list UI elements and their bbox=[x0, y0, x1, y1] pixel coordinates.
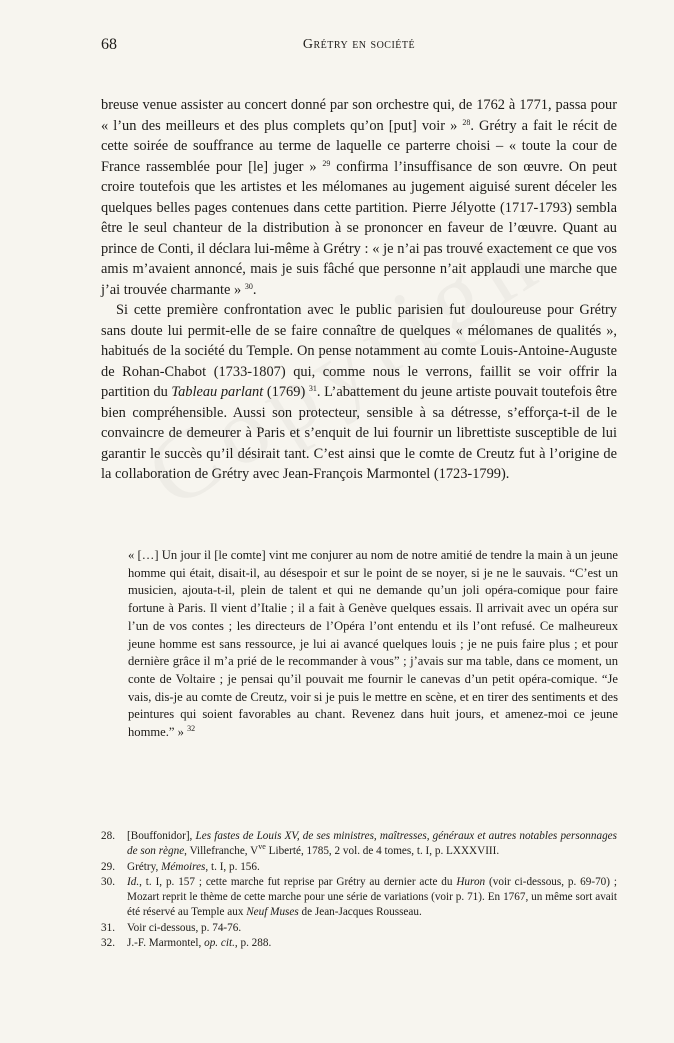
paragraph-2 bbox=[101, 300, 617, 485]
footnote-ref-28[interactable]: 28 bbox=[462, 117, 471, 127]
footnote-ref-29[interactable]: 29 bbox=[322, 158, 331, 168]
text-run: (1769) bbox=[263, 384, 306, 400]
footnote-number: 29. bbox=[101, 860, 115, 873]
footnote-28 bbox=[101, 829, 617, 860]
quote-text: « […] Un jour il [le comte] vint me conjurer au nom de notre amitié de tendre la main à un jeune homme qui était, disait-il, au désespoir et sur le point de se noyer, si je ne le sauvais. “C’est un musicien, ajouta-t-il, plein de talent et qui ne demande qu’un joli opéra-comique pour faire fortune à Paris. Il vient d’Italie ; il a fait à Genève quelques essais. Il arrivait avec un opéra sur l’un de vos contes ; les directeurs de l’Opéra l’ont entendu et ils l’ont refusé. Ce malheureux jeune homme est sans ressource, je lui ai avancé quelques louis ; je ne puis faire plus ; et pour dernière grâce il m’a prié de le recommander à vous” ; j’avais sur ma table, dans ce moment, un conte de Voltaire ; je pensai qu’il pouvait me fournir le canevas d’un petit opéra-comique. “Je vais, dis-je au comte de Creutz, voir si je puis le mettre en scène, et en tirer des sentiments et des peintures qui soient favorables au chant. Revenez dans huit jours, et amenez-moi ce jeune homme.” » bbox=[128, 548, 618, 740]
paragraph-1 bbox=[101, 95, 617, 300]
footnote-text: [Bouffonidor], Les fastes de Louis XV, de ses ministres, maîtresses, généraux et autres notables personnages de son règne, Villefranche, $V^{ve}$ Liberté, 1785, 2 vol. de 4 tomes, t. I, p. LXXXVIII. bbox=[127, 830, 617, 858]
text-run: . Grétry a fait le récit de cette soirée de souffrance au terme de laquelle ce parterre choisi – « toute la cour de France rassemblée pour [le] juger » bbox=[101, 117, 618, 175]
text-run: confirma l’insuffisance de son œuvre. On peut croire toutefois que les artistes et les mélomanes au jugement aiguisé surent déceler les quelques belles pages contenues dans cette partition. Pierre Jélyotte (1717-1793) sembla être le seul chanteur de la distribution à se prononcer en faveur de l’œuvre. Quant au prince de Conti, il déclara lui-même à Grétry : « je n’ai pas trouvé exactement ce que vos amis m’avaient annoncé, mais je suis fâché que personne n’ait applaudi une marche que j’ai trouvée charmante » bbox=[101, 158, 617, 298]
page-number: 68 bbox=[101, 36, 117, 53]
footnote-text: Grétry, Mémoires, t. I, p. 156. bbox=[127, 860, 260, 873]
body-text bbox=[101, 95, 617, 485]
footnote-number: 30. bbox=[101, 875, 115, 888]
footnote-ref-31[interactable]: 31 bbox=[308, 384, 317, 393]
text-run: . L’abattement du jeune artiste pouvait toutefois être bien compréhensible. Aussi son protecteur, sensible à sa détresse, s’efforça-t-il de le convaincre de demeurer à Paris et s’enquit de lui fournir un librettiste susceptible de lui garantir le succès qu’il désirait tant. C’est ainsi que le comte de Creutz fut à l’origine de la collaboration de Grétry avec Jean-François Marmontel (1723-1799). bbox=[101, 384, 617, 482]
footnote-ref-30[interactable]: 30 bbox=[244, 281, 253, 291]
footnote-32 bbox=[101, 936, 617, 951]
footnote-text: Voir ci-dessous, p. 74-76. bbox=[127, 921, 242, 934]
footnote-number: 32. bbox=[101, 937, 115, 950]
text-run: Si cette première confrontation avec le public parisien fut douloureuse pour Grétry sans doute lui permit-elle de se faire connaître de quelques « mélomanes de qualités », habitués de la société du Temple. On pense notamment au comte Louis-Antoine-Auguste de Rohan-Chabot (1733-1807) qui, comme nous le verrons, faillit se voir offrir la partition du bbox=[101, 302, 617, 400]
work-title: Tableau parlant bbox=[171, 384, 264, 400]
quote-paragraph bbox=[128, 547, 618, 742]
footnote-number: 31. bbox=[101, 921, 115, 934]
footnote-text: J.-F. Marmontel, op. cit., p. 288. bbox=[127, 937, 272, 950]
text-run: breuse venue assister au concert donné par son orchestre qui, de 1762 à 1771, passa pour « l’un des meilleurs et des plus complets qu’on [put] voir » bbox=[101, 97, 617, 134]
text-run: . bbox=[252, 281, 257, 298]
footnote-number: 28. bbox=[101, 830, 115, 842]
footnote-31 bbox=[101, 921, 617, 936]
footnote-29 bbox=[101, 860, 617, 875]
footnotes bbox=[101, 829, 617, 951]
footnote-30 bbox=[101, 875, 617, 921]
footnote-ref-32[interactable]: 32 bbox=[187, 724, 196, 734]
running-title: Grétry en société bbox=[302, 37, 416, 52]
page-header bbox=[101, 36, 617, 58]
block-quote bbox=[128, 547, 618, 742]
footnote-text: Id., t. I, p. 157 ; cette marche fut reprise par Grétry au dernier acte du Huron (voir ci-dessous, p. 69-70) ; Mozart reprit le thème de cette marche pour une série de variations (voir p. 71). En 1767, un même sort avait été réservé au Temple aux Neuf Muses de Jean-Jacques Rousseau. bbox=[127, 875, 617, 919]
